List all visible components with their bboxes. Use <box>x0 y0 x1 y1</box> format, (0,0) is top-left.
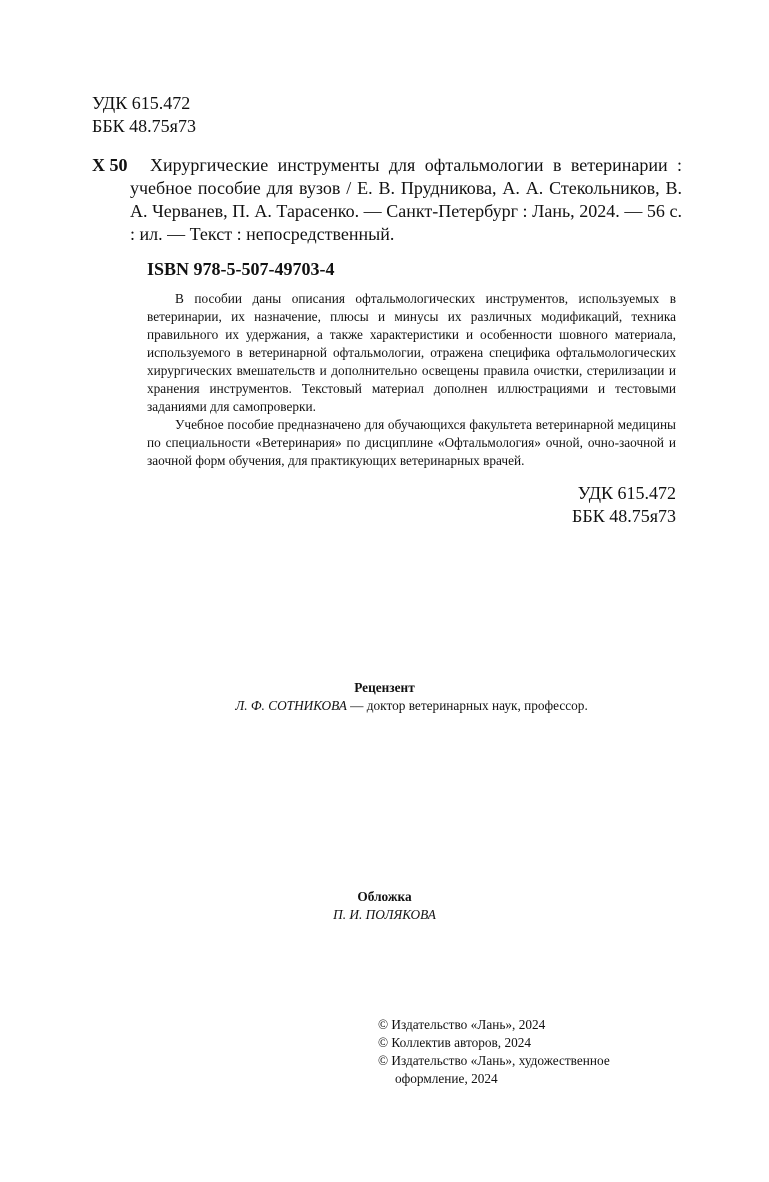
annotation <box>147 290 676 470</box>
copyright-block <box>378 1016 678 1088</box>
cover-block <box>147 888 676 924</box>
reviewer-name: Л. Ф. СОТНИКОВА <box>235 698 347 713</box>
catalog-entry <box>92 154 682 246</box>
copyright-line: © Издательство «Лань», художественное <box>378 1053 610 1068</box>
reviewer-heading: Рецензент <box>354 680 415 695</box>
reviewer-line <box>147 697 676 715</box>
author-mark: Х 50 <box>92 155 128 175</box>
classification-bottom <box>530 482 676 528</box>
isbn: ISBN 978-5-507-49703-4 <box>147 259 335 279</box>
copyright-line-continuation: оформление, 2024 <box>395 1071 498 1086</box>
copyright-line: © Издательство «Лань», 2024 <box>378 1017 546 1032</box>
cover-heading: Обложка <box>357 889 412 904</box>
reviewer-description: — доктор ветеринарных наук, профессор. <box>346 698 588 713</box>
bbk-code: ББК 48.75я73 <box>92 116 196 136</box>
copyright-line: © Коллектив авторов, 2024 <box>378 1035 532 1050</box>
udk-code: УДК 615.472 <box>92 93 191 113</box>
annotation-paragraph: Учебное пособие предназначено для обучающихся факультета ветеринарной медицины по специальности «Ветеринария» по дисциплине «Офтальмология» очной, очно-заочной и заочной форм обучения, для практикующих ветеринарных врачей. <box>147 417 676 468</box>
bbk-code: ББК 48.75я73 <box>572 506 676 526</box>
udk-code: УДК 615.472 <box>577 483 676 503</box>
classification-top <box>92 92 196 138</box>
cover-designer-name: П. И. ПОЛЯКОВА <box>333 907 436 922</box>
reviewer-block <box>147 679 676 715</box>
annotation-paragraph: В пособии даны описания офтальмологических инструментов, используемых в ветеринарии, их назначение, плюсы и минусы их различных модификаций, техника правильного их удержания, а также характеристики и особенности шовного материала, используемого в ветеринарной офтальмологии, отражена специфика офтальмологических хирургических вмешательств и дополнительно освещены правила очистки, стерилизации и хранения инструментов. Текстовый материал дополнен иллюстрациями и тестовыми заданиями для самопроверки. <box>147 291 676 414</box>
bibliographic-description: Хирургические инструменты для офтальмологии в ветеринарии : учебное пособие для вузов / Е. В. Прудникова, А. А. Стекольников, В. А. Черванев, П. А. Тарасенко. — Санкт-Петербург : Лань, 2024. — 56 с. : ил. — Текст : непосредственный. <box>130 155 682 244</box>
